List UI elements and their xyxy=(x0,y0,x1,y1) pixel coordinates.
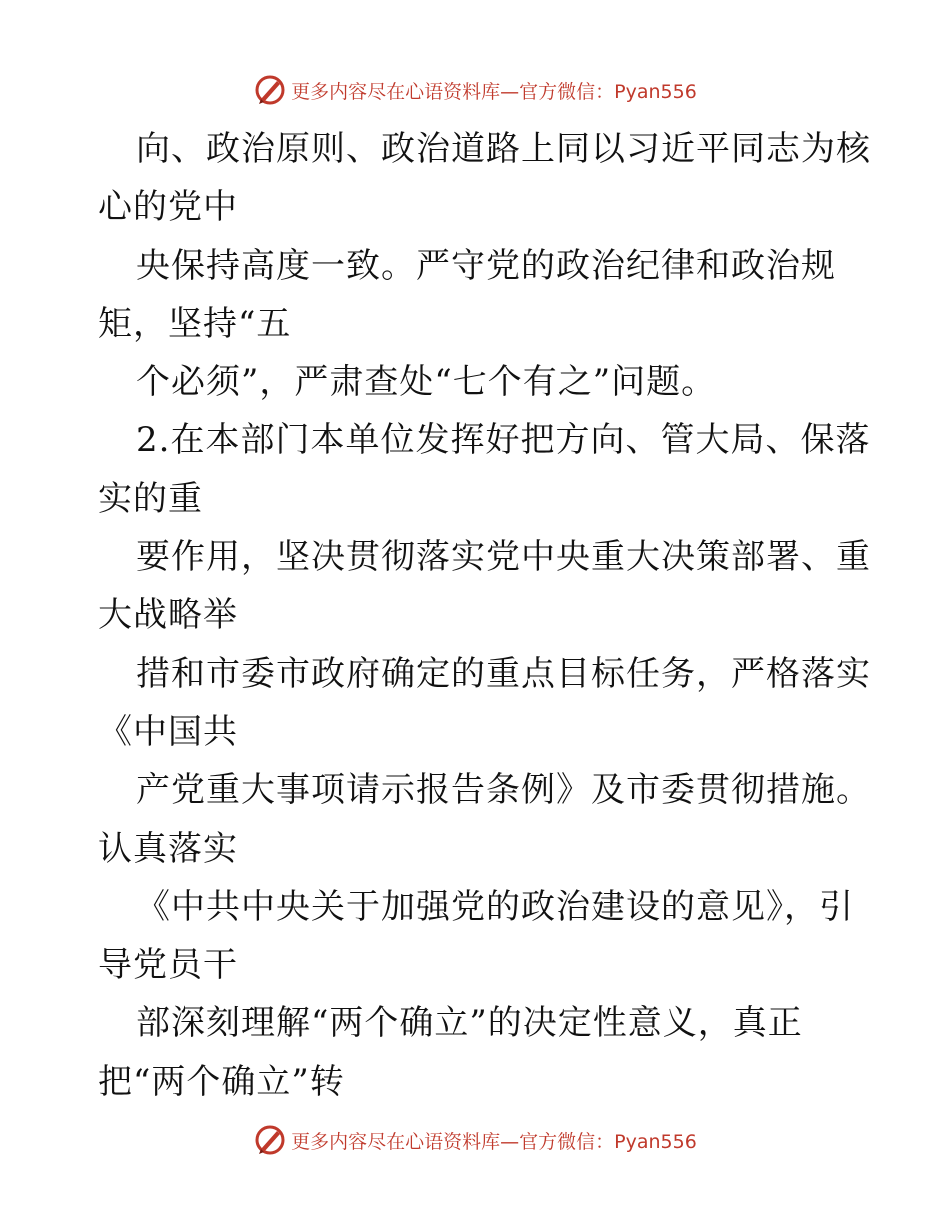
document-body xyxy=(98,120,871,1111)
text-line: 《中国共 xyxy=(98,711,238,752)
text-line: 措和市委市政府确定的重点目标任务，严格落实 xyxy=(136,653,871,694)
text-line: 心的党中 xyxy=(98,187,238,228)
text-line: 矩，坚持“五 xyxy=(98,303,292,344)
text-line: 认真落实 xyxy=(98,828,238,869)
watermark-text: 更多内容尽在心语资料库—官方微信：Pyan556 xyxy=(291,80,697,103)
text-line: 部深刻理解“两个确立”的决定性意义，真正 xyxy=(136,1003,803,1044)
header-watermark-banner xyxy=(0,70,950,110)
text-line: 向、政治原则、政治道路上同以习近平同志为核 xyxy=(136,129,871,169)
text-line: 产党重大事项请示报告条例》及市委贯彻措施。 xyxy=(136,770,871,811)
watermark-text: 更多内容尽在心语资料库—官方微信：Pyan556 xyxy=(291,1130,697,1153)
text-line: 实的重 xyxy=(98,478,203,519)
text-line: 导党员干 xyxy=(98,945,238,986)
text-line: 个必须”，严肃查处“七个有之”问题。 xyxy=(136,362,717,403)
text-line: 把“两个确立”转 xyxy=(98,1061,345,1102)
text-line: 2.在本部门本单位发挥好把方向、管大局、保落 xyxy=(136,420,871,461)
text-line: 央保持高度一致。严守党的政治纪律和政治规 xyxy=(136,245,836,286)
text-line: 要作用，坚决贯彻落实党中央重大决策部署、重 xyxy=(136,537,871,578)
text-line: 大战略举 xyxy=(98,595,238,636)
text-line: 《中共中央关于加强党的政治建设的意见》，引 xyxy=(136,886,854,927)
pen-logo-icon xyxy=(253,73,287,107)
footer-watermark-banner xyxy=(0,1120,950,1160)
pen-logo-icon xyxy=(253,1123,287,1157)
